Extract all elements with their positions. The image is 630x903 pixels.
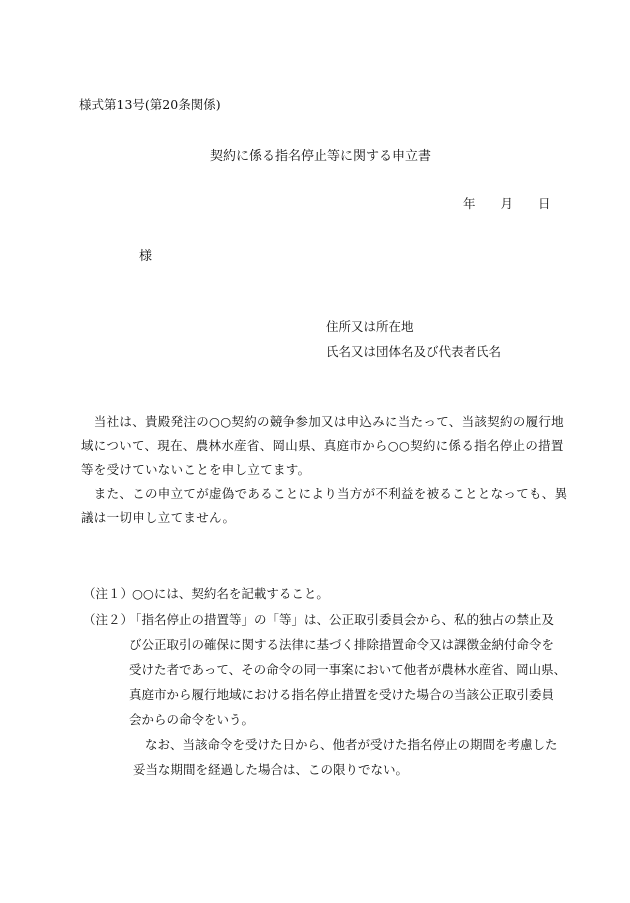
note-2-proviso-line: なお、当該命令を受けた日から、他者が受けた指名停止の期間を考慮した	[145, 737, 558, 752]
addressee-honorific: 様	[139, 249, 153, 264]
document-title: 契約に係る指名停止等に関する申立書	[210, 149, 432, 164]
note-1-text: ○○には、契約名を記載すること。	[132, 586, 329, 601]
declaration-paragraph-2	[81, 482, 568, 530]
note-2-line: 受けた者であって、その命令の同一事案において他者が農林水産省、岡山県、	[129, 662, 567, 677]
date-month-label: 月	[500, 196, 514, 211]
note-2-line: 「指名停止の措置等」の「等」は、公正取引委員会から、私的独占の禁止及	[129, 612, 555, 627]
applicant-address-label: 住所又は所在地	[326, 319, 414, 334]
form-number: 様式第13号(第20条関係)	[79, 97, 221, 112]
body-line: 議は一切申し立てません。	[81, 510, 236, 525]
note-2-line: 真庭市から履行地域における指名停止措置を受けた場合の当該公正取引委員	[129, 687, 555, 702]
declaration-paragraph-1	[81, 410, 564, 482]
date-day-label: 日	[538, 196, 551, 211]
applicant-name-label: 氏名又は団体名及び代表者氏名	[326, 344, 502, 359]
note-2-proviso-line: 妥当な期間を経過した場合は、この限りでない。	[133, 762, 409, 777]
note-1-label: （注１）	[83, 586, 134, 601]
body-line: 当社は、貴殿発注の○○契約の競争参加又は申込みに当たって、当該契約の履行地	[81, 414, 564, 429]
body-line: 域について、現在、農林水産省、岡山県、真庭市から○○契約に係る指名停止の措置	[81, 438, 564, 453]
date-year-label: 年	[463, 196, 476, 211]
note-2-line: 会からの命令をいう。	[129, 712, 255, 727]
date-line	[463, 194, 551, 212]
declaration-body	[81, 410, 568, 530]
note-2-label: （注２）	[83, 612, 134, 627]
body-line: また、この申立てが虚偽であることにより当方が不利益を被ることとなっても、異	[81, 486, 568, 501]
body-line: 等を受けていないことを申し立てます。	[81, 462, 311, 477]
note-2-line: び公正取引の確保に関する法律に基づく排除措置命令又は課徴金納付命令を	[129, 637, 555, 652]
